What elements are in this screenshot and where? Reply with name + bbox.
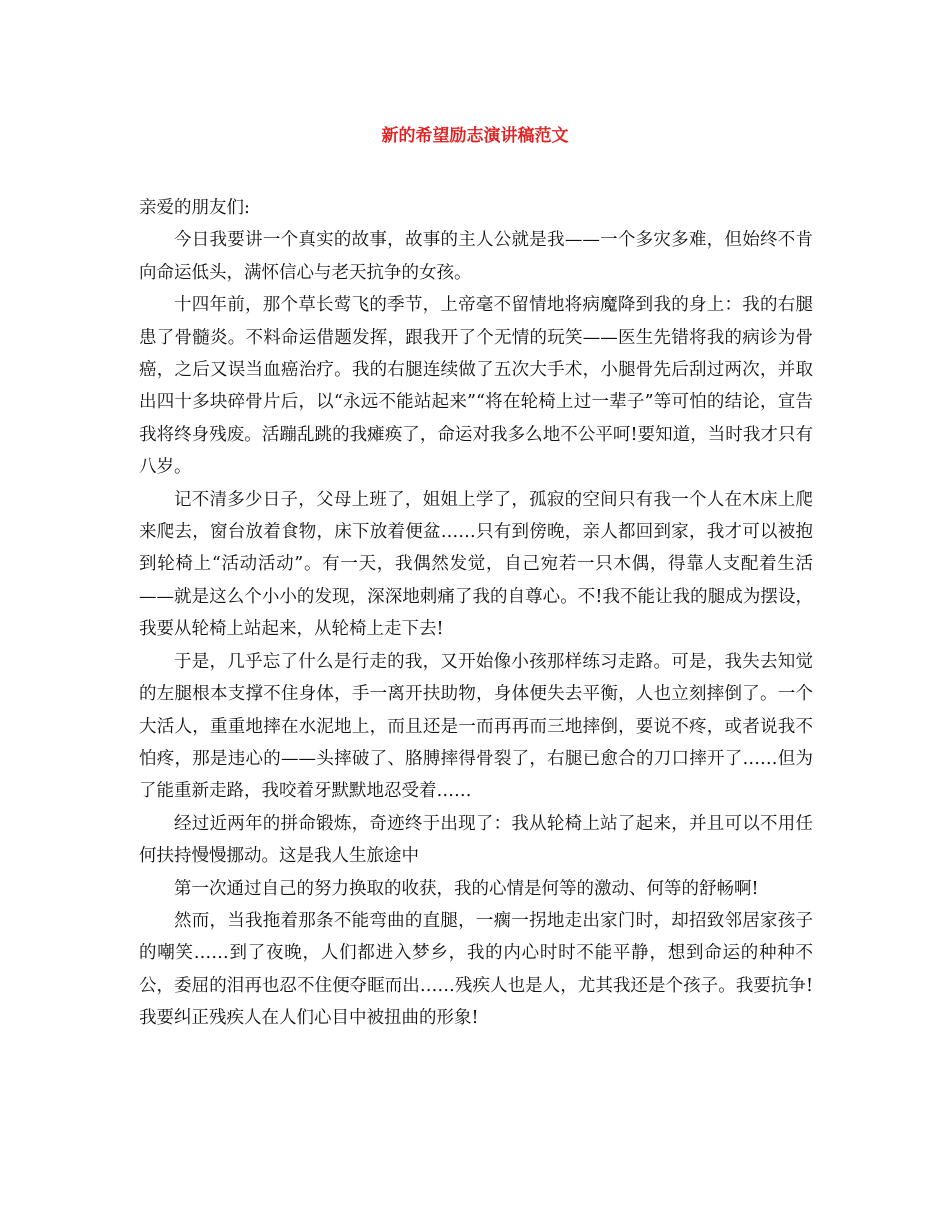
document-title: 新的希望励志演讲稿范文 xyxy=(381,126,569,146)
paragraph: 经过近两年的拼命锻炼，奇迹终于出现了：我从轮椅上站了起来，并且可以不用任何扶持慢慢挪动。这是我人生旅途中 xyxy=(139,813,813,867)
paragraph: 记不清多少日子，父母上班了，姐姐上学了，孤寂的空间只有我一个人在木床上爬来爬去，窗台放着食物，床下放着便盆……只有到傍晚，亲人都回到家，我才可以被抱到轮椅上“活动活动”。有一天，我偶然发觉，自己宛若一只木偶，得靠人支配着生活——就是这么个小小的发现，深深地刺痛了我的自尊心。不!我不能让我的腿成为摆设，我要从轮椅上站起来，从轮椅上走下去! xyxy=(139,489,813,640)
salutation: 亲爱的朋友们: xyxy=(139,198,250,218)
paragraph: 于是，几乎忘了什么是行走的我，又开始像小孩那样练习走路。可是，我失去知觉的左腿根本支撑不住身体，手一离开扶助物，身体便失去平衡，人也立刻摔倒了。一个大活人，重重地摔在水泥地上，而且还是一而再再而三地摔倒，要说不疼，或者说我不怕疼，那是违心的——头摔破了、胳膊摔得骨裂了，右腿已愈合的刀口摔开了……但为了能重新走路，我咬着牙默默地忍受着…… xyxy=(139,651,813,802)
paragraph: 第一次通过自己的努力换取的收获，我的心情是何等的激动、何等的舒畅啊! xyxy=(174,878,759,899)
paragraph: 今日我要讲一个真实的故事，故事的主人公就是我——一个多灾多难，但始终不肯向命运低头，满怀信心与老天抗争的女孩。 xyxy=(139,230,813,283)
paragraph: 然而，当我拖着那条不能弯曲的直腿，一瘸一拐地走出家门时，却招致邻居家孩子的嘲笑……到了夜晚，人们都进入梦乡，我的内心时时不能平静，想到命运的种种不公，委屈的泪再也忍不住便夺眶而出……残疾人也是人，尤其我还是个孩子。我要抗争!我要纠正残疾人在人们心目中被扭曲的形象! xyxy=(139,910,813,1029)
paragraph: 十四年前，那个草长莺飞的季节，上帝毫不留情地将病魔降到我的身上：我的右腿患了骨髓炎。不料命运借题发挥，跟我开了个无情的玩笑——医生先错将我的病诊为骨癌，之后又误当血癌治疗。我的右腿连续做了五次大手术，小腿骨先后刮过两次，并取出四十多块碎骨片后，以“永远不能站起来”“将在轮椅上过一辈子”等可怕的结论，宣告我将终身残废。活蹦乱跳的我瘫痪了，命运对我多么地不公平呵!要知道，当时我才只有八岁。 xyxy=(139,295,813,478)
document-body xyxy=(139,192,813,1035)
